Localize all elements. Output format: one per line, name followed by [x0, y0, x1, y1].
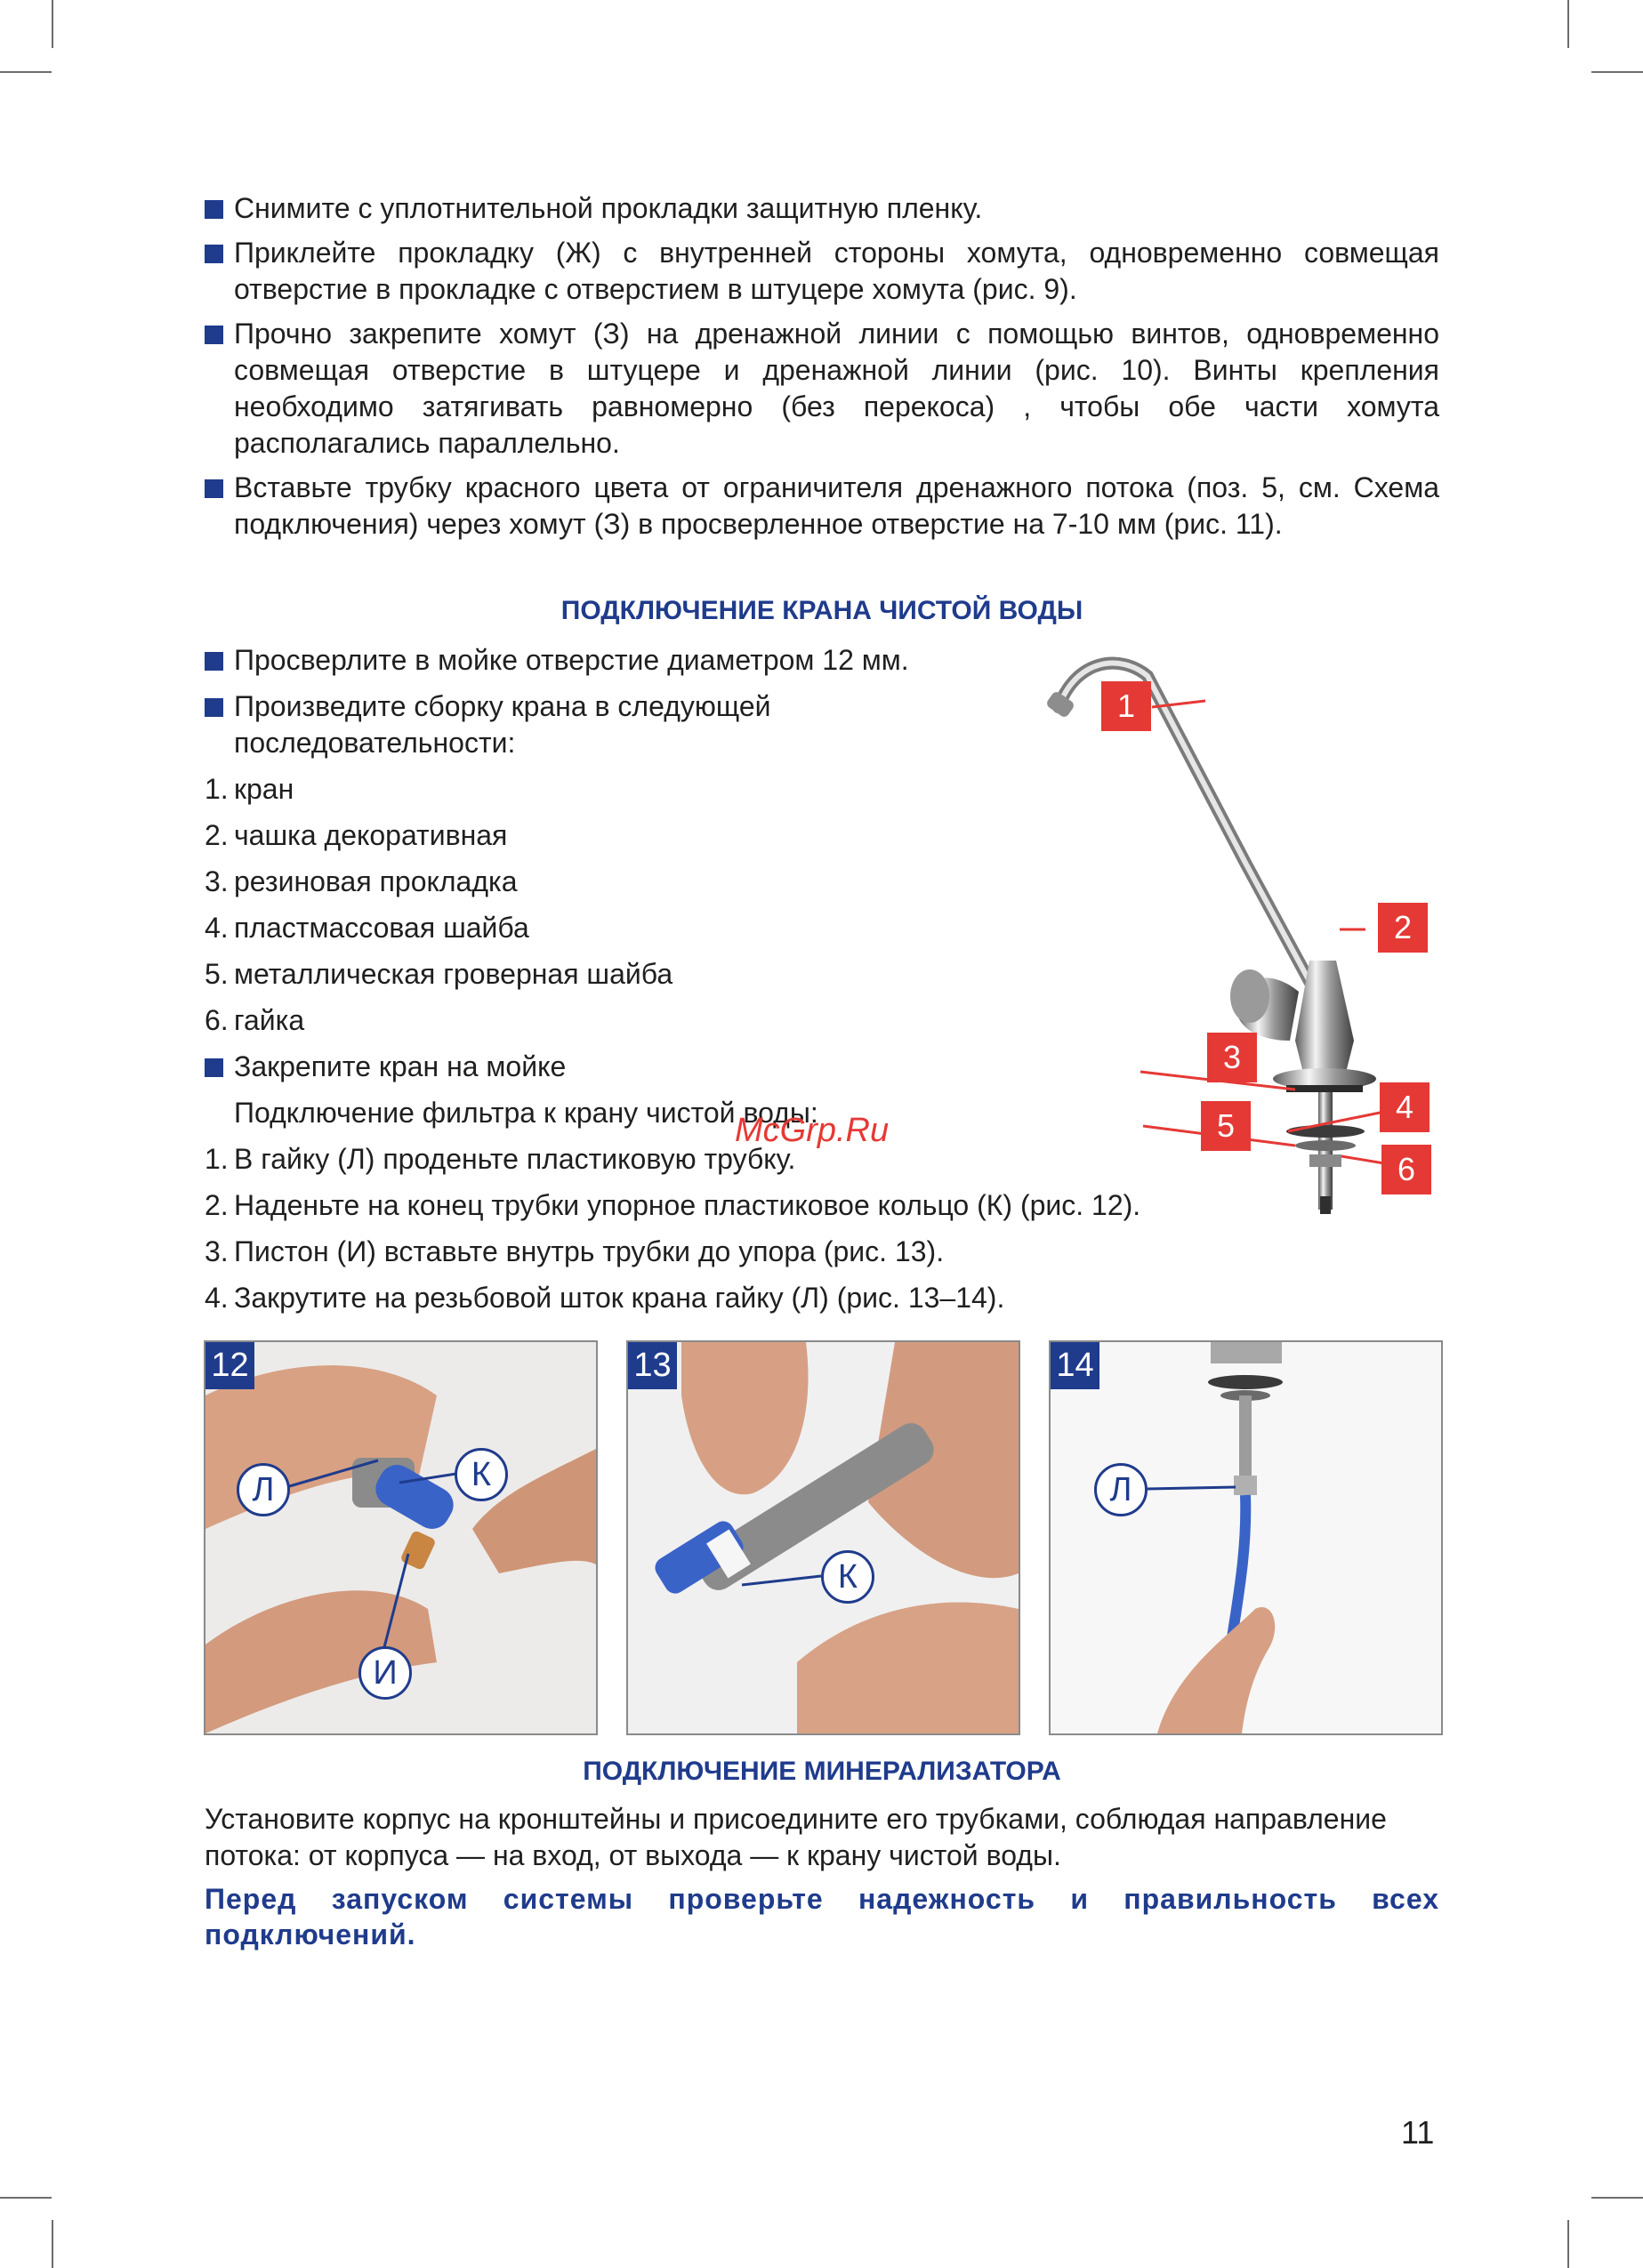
step-text: чашка декоративная	[234, 819, 508, 851]
final-note: Перед запуском системы проверьте надежность и правильность всех подключений.	[205, 1883, 1439, 1950]
list-item	[205, 316, 1439, 462]
plastic-washer	[1286, 1125, 1365, 1138]
photo-number: 14	[1051, 1342, 1099, 1389]
callout-5: 5	[1201, 1101, 1251, 1151]
nut	[1309, 1154, 1341, 1167]
label-K: К	[455, 1448, 508, 1501]
crop-mark	[1591, 71, 1643, 73]
crop-mark	[0, 2197, 52, 2199]
section-heading-faucet: ПОДКЛЮЧЕНИЕ КРАНА ЧИСТОЙ ВОДЫ	[560, 596, 1083, 625]
crop-mark	[1567, 2220, 1569, 2268]
crop-mark	[1567, 0, 1569, 48]
connection-step	[205, 1234, 1439, 1270]
step-number: 6.	[205, 1004, 229, 1036]
step-text: резиновая прокладка	[234, 865, 518, 897]
label-I: И	[358, 1646, 412, 1700]
crop-mark	[1591, 2197, 1643, 2199]
crop-mark	[52, 2220, 53, 2268]
step-text: кран	[234, 773, 294, 805]
step-number: 2.	[205, 1189, 229, 1221]
list-item-text: Прочно закрепите хомут (З) на дренажной линии с помощью винтов, одновременно совмещая отверстие в штуцере и дренажной линии (рис. 10). Винты крепления необходимо затягивать равномерно (без перекоса) , чтобы обе части хомута располагались параллельно.	[234, 318, 1439, 459]
list-item-text: Снимите с уплотнительной прокладки защитную пленку.	[234, 192, 983, 224]
step-number: 1.	[205, 1143, 229, 1175]
page-number: 11	[1401, 2114, 1435, 2151]
list-item-text: Произведите сборку крана в следующей последовательности:	[234, 690, 771, 759]
callout-1: 1	[1101, 681, 1151, 731]
photo-14-leaders	[1049, 1340, 1439, 1732]
callout-4: 4	[1380, 1082, 1430, 1132]
rubber-gasket	[1286, 1085, 1363, 1092]
section-heading-mineralizer: ПОДКЛЮЧЕНИЕ МИНЕРАЛИЗАТОРА	[583, 1757, 1061, 1786]
step-text: пластмассовая шайба	[234, 912, 529, 944]
photo-number: 12	[205, 1342, 254, 1389]
top-instructions	[205, 190, 1439, 543]
step-text: Пистон (И) вставьте внутрь трубки до упора (рис. 13).	[234, 1235, 945, 1267]
step-text: В гайку (Л) проденьте пластиковую трубку.	[234, 1143, 796, 1175]
photo-13-leaders	[626, 1340, 1017, 1732]
step-text: гайка	[234, 1004, 305, 1036]
step-text: металлическая гроверная шайба	[234, 958, 673, 990]
step-text: Наденьте на конец трубки упорное пластиковое кольцо (К) (рис. 12).	[234, 1189, 1141, 1221]
step-number: 1.	[205, 773, 229, 805]
faucet-spout	[1059, 664, 1334, 1027]
step-text: Закрутите на резьбовой шток крана гайку (Л) (рис. 13–14).	[234, 1282, 1005, 1314]
list-item-text: Закрепите кран на мойке	[234, 1050, 567, 1082]
step-number: 3.	[205, 865, 229, 897]
list-item-text: Приклейте прокладку (Ж) с внутренней стороны хомута, одновременно совмещая отверстие в прокладке с отверстием в штуцере хомута (рис. 9).	[234, 237, 1439, 305]
list-item	[205, 688, 857, 761]
spring-washer	[1295, 1140, 1356, 1151]
step-number: 4.	[205, 1282, 229, 1314]
connection-step	[205, 1280, 1439, 1316]
label-K: К	[821, 1550, 874, 1604]
list-item	[205, 190, 1439, 227]
crop-mark	[52, 0, 53, 48]
step-number: 5.	[205, 958, 229, 990]
list-item	[205, 470, 1439, 543]
callout-3: 3	[1207, 1033, 1257, 1082]
callout-6: 6	[1381, 1145, 1431, 1194]
list-item-text: Вставьте трубку красного цвета от ограничителя дренажного потока (поз. 5, см. Схема подключения) через хомут (З) в просверленное отверстие на 7-10 мм (рис. 11).	[234, 471, 1439, 540]
label-L: Л	[237, 1463, 290, 1516]
crop-mark	[0, 71, 52, 73]
step-number: 2.	[205, 819, 229, 851]
watermark: McGrp.Ru	[735, 1112, 890, 1149]
label-L: Л	[1094, 1463, 1148, 1516]
list-item-text: Просверлите в мойке отверстие диаметром 12 мм.	[234, 644, 909, 676]
mineralizer-text: Установите корпус на кронштейны и присоедините его трубками, соблюдая направление потока: от корпуса — на вход, от выхода — к крану чистой воды.	[205, 1803, 1387, 1871]
connection-intro: Подключение фильтра к крану чистой воды:	[234, 1097, 818, 1129]
photo-number: 13	[628, 1342, 677, 1389]
list-item	[205, 235, 1439, 308]
step-number: 3.	[205, 1235, 229, 1267]
step-number: 4.	[205, 912, 229, 944]
callout-2: 2	[1378, 903, 1428, 953]
